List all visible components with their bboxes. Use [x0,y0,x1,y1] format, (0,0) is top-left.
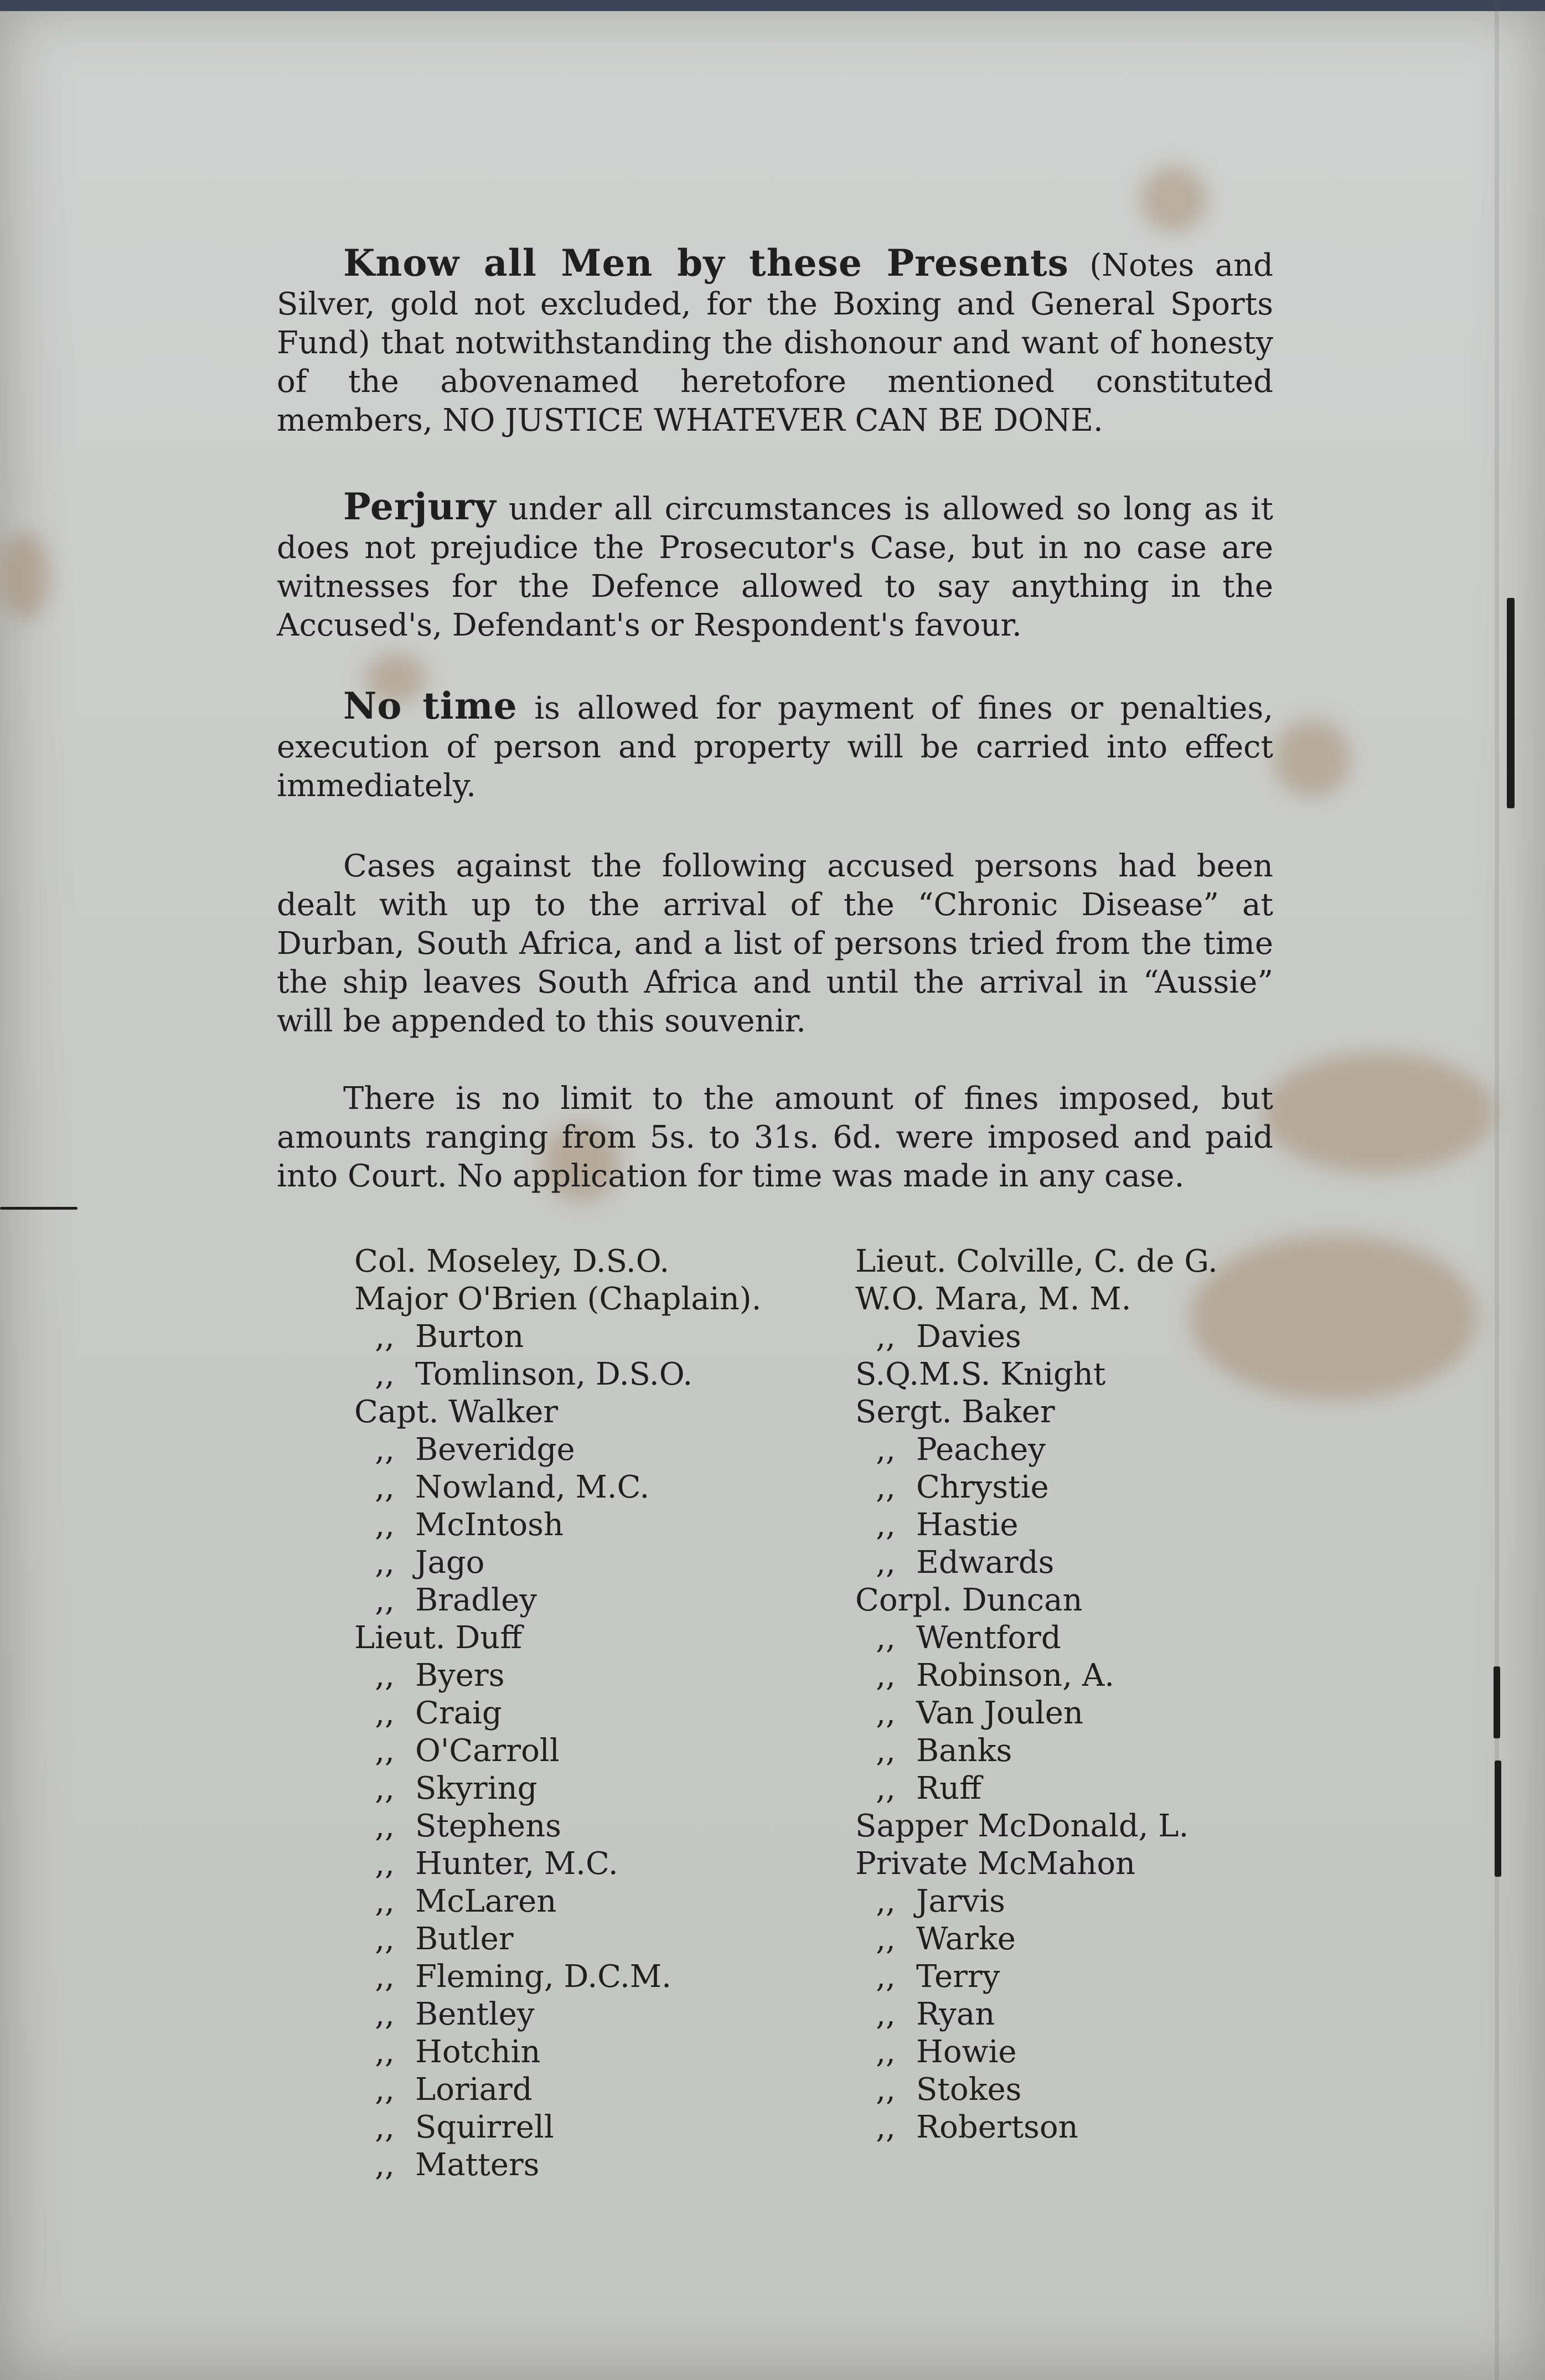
list-item [354,2033,852,2071]
list-item [855,1920,1353,1958]
list-item [855,2109,1353,2146]
ditto-mark: ,, [375,1545,395,1581]
ditto-mark: ,, [876,1620,896,1656]
person-name: Peachey [916,1432,1046,1468]
person-name: Robinson, A. [916,1658,1115,1694]
ditto-mark: ,, [375,2109,395,2145]
person-name: Ruff [916,1770,982,1806]
person-name: Stephens [415,1808,561,1844]
ditto-mark: ,, [876,1921,896,1957]
paragraph-text: Cases against the following accused persons had been dealt with up to the arrival of the “Chronic Disease” at Durban, South Africa, and a list of persons tried from the time the ship leaves South Africa and until the arrival in “Aussie” will be appended to this souvenir. [277,848,1273,1039]
list-item [354,1883,852,1920]
person-name: Warke [916,1921,1016,1957]
list-item [855,2071,1353,2109]
paragraph-text: under all circumstances is allowed so long as it does not prejudice the Prosecutor's Case, but in no case are witnesses for the Defence allowed to say anything in the Accused's, Defendant's or Respondent's favour. [277,491,1273,643]
list-item [855,1544,1353,1582]
person-name: Stokes [916,2072,1022,2108]
lead-phrase: No time [343,684,518,727]
list-item [354,1469,852,1506]
ditto-mark: ,, [375,1507,395,1543]
list-item [855,1356,1353,1393]
ditto-mark: ,, [375,1695,395,1731]
ditto-mark: ,, [375,1356,395,1392]
person-name: Bradley [415,1582,537,1618]
paragraph-presents [277,241,1274,440]
list-item [354,1582,852,1619]
ditto-mark: ,, [375,1883,395,1919]
list-item [855,1393,1353,1431]
accused-list-right [855,1243,1353,2146]
person-name: Butler [415,1921,514,1957]
list-item [855,1469,1353,1506]
person-name: McIntosh [415,1507,564,1543]
ditto-mark: ,, [375,1959,395,1995]
person-name: Van Joulen [916,1695,1083,1731]
ditto-mark: ,, [375,1770,395,1806]
accused-list-left [354,1243,852,2184]
person-name: Hastie [916,1507,1019,1543]
list-item [855,1243,1353,1281]
person-name: Jago [415,1545,485,1581]
lead-phrase: Perjury [343,485,497,528]
list-item [354,1544,852,1582]
ditto-mark: ,, [375,1582,395,1618]
list-item [354,1657,852,1695]
list-item [354,1732,852,1770]
person-name: Sapper McDonald, L. [855,1808,1189,1844]
person-name: Ryan [916,1996,995,2032]
person-name: Chrystie [916,1469,1049,1505]
list-item [354,1281,852,1318]
person-name: Skyring [415,1770,538,1806]
list-item [354,1393,852,1431]
ditto-mark: ,, [375,1469,395,1505]
ditto-mark: ,, [375,1733,395,1769]
ditto-mark: ,, [876,1733,896,1769]
stain-spot [0,531,50,620]
person-name: Col. Moseley, D.S.O. [354,1243,670,1279]
person-name: Sergt. Baker [855,1394,1055,1430]
list-item [855,2033,1353,2071]
ditto-mark: ,, [876,1432,896,1468]
paragraph-no-time [277,686,1273,806]
list-item [354,1808,852,1845]
list-item [354,1695,852,1732]
ditto-mark: ,, [375,1921,395,1957]
person-name: O'Carroll [415,1733,560,1769]
ditto-mark: ,, [375,1808,395,1844]
person-name: Beveridge [415,1432,575,1468]
ditto-mark: ,, [876,1469,896,1505]
ditto-mark: ,, [876,1507,896,1543]
paragraph-text: is allowed for payment of fines or penalties, execution of person and property will be carried into effect immediately. [277,690,1273,804]
person-name: Craig [415,1695,502,1731]
ditto-mark: ,, [876,1959,896,1995]
list-item [354,2109,852,2146]
ditto-mark: ,, [876,2109,896,2145]
ditto-mark: ,, [876,1883,896,1919]
person-name: Howie [916,2034,1017,2070]
person-name: Robertson [916,2109,1078,2145]
ditto-mark: ,, [876,1319,896,1355]
person-name: Hotchin [415,2034,541,2070]
person-name: Banks [916,1733,1012,1769]
person-name: Lieut. Colville, C. de G. [855,1243,1218,1279]
edge-mark [1495,1761,1501,1877]
list-item [855,1281,1353,1318]
person-name: Corpl. Duncan [855,1582,1083,1618]
list-item [855,1996,1353,2033]
person-name: S.Q.M.S. Knight [855,1356,1106,1392]
list-item [354,1356,852,1393]
edge-mark [1507,598,1515,808]
ditto-mark: ,, [375,2034,395,2070]
person-name: Loriard [415,2072,533,2108]
list-item [855,1431,1353,1469]
person-name: Davies [916,1319,1021,1355]
ditto-mark: ,, [876,2072,896,2108]
person-name: Jarvis [916,1883,1005,1919]
list-item [855,1808,1353,1845]
ditto-mark: ,, [876,2034,896,2070]
paragraph-text: (Notes and Silver, gold not excluded, for the Boxing and General Sports Fund) that notwithstanding the dishonour and want of honesty of the abovenamed heretofore mentioned constituted members, NO JUSTICE WHATEVER CAN BE DONE. [277,247,1274,438]
stain-spot [1262,1052,1495,1174]
person-name: W.O. Mara, M. M. [855,1281,1131,1317]
lead-phrase: Know all Men by these Presents [343,241,1069,285]
ditto-mark: ,, [876,1658,896,1694]
person-name: Terry [916,1959,1000,1995]
ditto-mark: ,, [375,1846,395,1882]
list-item [354,2146,852,2184]
ditto-mark: ,, [375,1432,395,1468]
ditto-mark: ,, [876,1695,896,1731]
person-name: Bentley [415,1996,535,2032]
person-name: Hunter, M.C. [415,1846,618,1882]
person-name: Fleming, D.C.M. [415,1959,671,1995]
list-item [855,1770,1353,1808]
top-edge [0,0,1545,11]
list-item [855,1506,1353,1544]
ditto-mark: ,, [375,1319,395,1355]
edge-mark [1494,1666,1500,1738]
ditto-mark: ,, [876,1770,896,1806]
paragraph-cases [277,847,1273,1041]
person-name: Edwards [916,1545,1055,1581]
list-item [354,1996,852,2033]
person-name: Matters [415,2147,540,2183]
stain-spot [1273,720,1351,797]
paragraph-text: There is no limit to the amount of fines imposed, but amounts ranging from 5s. to 31s. 6d. were imposed and paid into Court. No application for time was made in any case. [277,1081,1273,1194]
person-name: Nowland, M.C. [415,1469,650,1505]
list-item [855,1883,1353,1920]
ditto-mark: ,, [375,1996,395,2032]
person-name: McLaren [415,1883,557,1919]
page-fold [1495,0,1499,2380]
paragraph-perjury [277,487,1273,645]
person-name: Burton [415,1319,524,1355]
paragraph-fines [277,1080,1273,1196]
list-item [354,1958,852,1996]
list-item [855,1845,1353,1883]
person-name: Major O'Brien (Chaplain). [354,1281,762,1317]
list-item [354,1243,852,1281]
list-item [354,1506,852,1544]
person-name: Tomlinson, D.S.O. [415,1356,693,1392]
person-name: Private McMahon [855,1846,1136,1882]
person-name: Capt. Walker [354,1394,559,1430]
ditto-mark: ,, [876,1545,896,1581]
ditto-mark: ,, [375,2072,395,2108]
ditto-mark: ,, [375,1658,395,1694]
list-item [354,2071,852,2109]
ditto-mark: ,, [876,1996,896,2032]
list-item [855,1958,1353,1996]
stain-spot [1140,166,1207,233]
ditto-mark: ,, [375,2147,395,2183]
person-name: Squirrell [415,2109,554,2145]
list-item [855,1318,1353,1356]
list-item [855,1657,1353,1695]
person-name: Byers [415,1658,505,1694]
list-item [855,1582,1353,1619]
list-item [354,1431,852,1469]
list-item [354,1770,852,1808]
person-name: Lieut. Duff [354,1620,523,1656]
list-item [855,1732,1353,1770]
edge-mark [0,1207,77,1210]
person-name: Wentford [916,1620,1061,1656]
list-item [855,1695,1353,1732]
list-item [354,1845,852,1883]
list-item [855,1619,1353,1657]
list-item [354,1619,852,1657]
list-item [354,1318,852,1356]
list-item [354,1920,852,1958]
